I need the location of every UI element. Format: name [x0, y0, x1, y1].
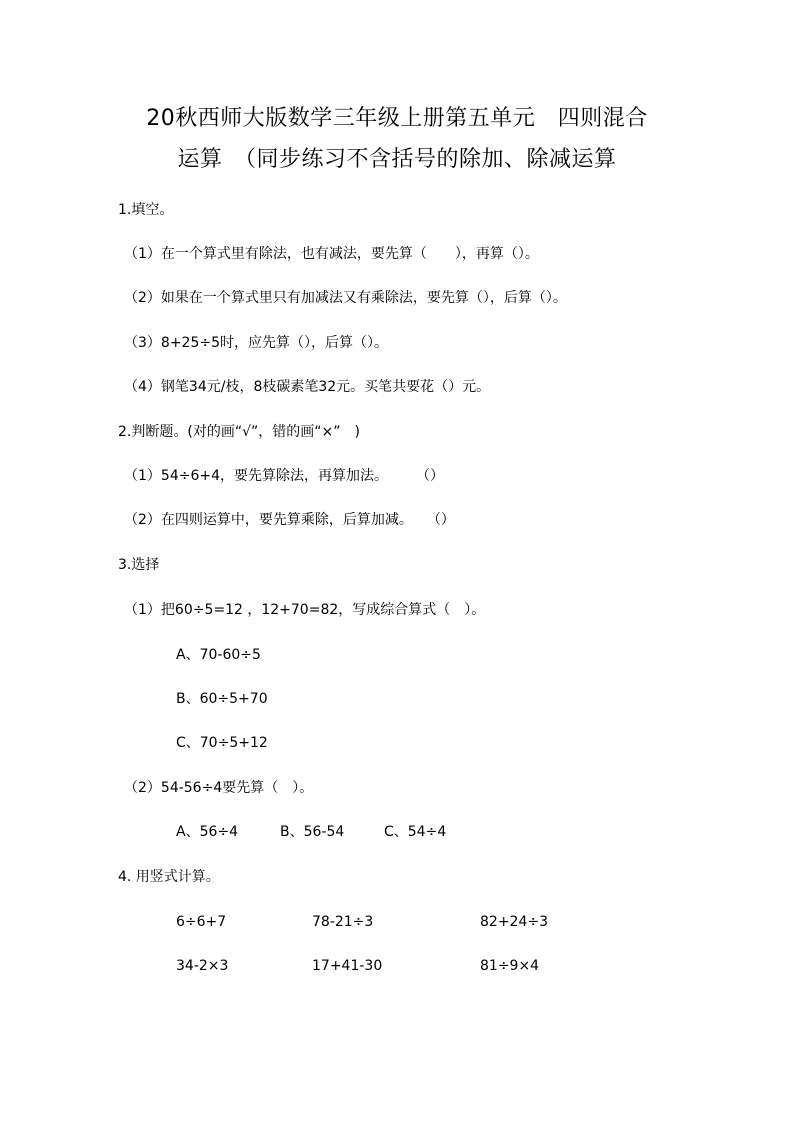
choice-option-a: A、56÷4: [176, 824, 239, 840]
section-1-heading: 1.填空。: [118, 202, 174, 218]
section-2-heading: 2.判断题。(对的画“√”，错的画“×” ): [118, 424, 360, 440]
page-title-line-1: 20秋西师大版数学三年级上册第五单元 四则混合: [146, 106, 648, 131]
choice-option-c: C、54÷4: [384, 824, 447, 840]
choice-option-b: B、60÷5+70: [176, 691, 268, 707]
true-false-question-1: （1）54÷6+4，要先算除法，再算加法。 （）: [124, 468, 444, 484]
calculation-item: 81÷9×4: [480, 958, 540, 974]
section-4-heading: 4. 用竖式计算。: [118, 869, 220, 885]
fill-blank-question-1: （1）在一个算式里有除法，也有减法，要先算（ ），再算（）。: [124, 246, 539, 262]
true-false-question-2: （2）在四则运算中，要先算乘除，后算加减。 （）: [124, 512, 455, 528]
calculation-item: 6÷6+7: [176, 914, 227, 930]
calculation-item: 17+41-30: [312, 958, 383, 974]
fill-blank-question-3: （3）8+25÷5时，应先算（），后算（）。: [124, 335, 388, 351]
section-3-heading: 3.选择: [118, 557, 160, 573]
page-title-line-2: 运算 （同步练习不含括号的除加、除减运算: [177, 147, 617, 172]
choice-option-c: C、70÷5+12: [176, 735, 268, 751]
calculation-item: 34-2×3: [176, 958, 229, 974]
choice-option-a: A、70-60÷5: [176, 647, 261, 663]
choice-option-b: B、56-54: [280, 824, 345, 840]
fill-blank-question-2: （2）如果在一个算式里只有加减法又有乘除法，要先算（），后算（）。: [124, 290, 567, 306]
calculation-item: 78-21÷3: [312, 914, 374, 930]
fill-blank-question-4: （4）钢笔34元/枝，8枝碳素笔32元。买笔共要花（）元。: [124, 379, 491, 395]
calculation-item: 82+24÷3: [480, 914, 548, 930]
choice-question-1: （1）把60÷5=12 ，12+70=82，写成综合算式（ ）。: [124, 602, 486, 618]
choice-question-2: （2）54-56÷4要先算（ ）。: [124, 780, 314, 796]
